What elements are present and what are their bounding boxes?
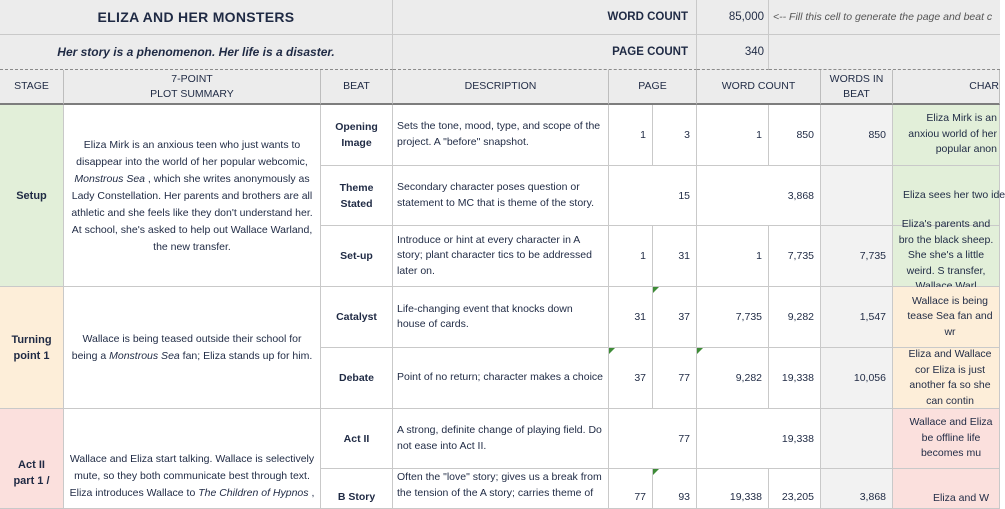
wc-end: 3,868: [787, 189, 814, 202]
page-end-cell[interactable]: [653, 226, 697, 287]
header-character[interactable]: [893, 70, 1000, 105]
header-description[interactable]: [393, 70, 609, 105]
wc-end: 850: [796, 129, 814, 141]
header-beat[interactable]: [321, 70, 393, 105]
summary-setup-text: Eliza Mirk is an anxious teen who just wants to disappear into the world of her popular webcomic, Monstrous Sea , which she writes anonymously as Lady Constellation. Her parents and brothers are all athletic and she feels like they don't understand her. At school, she's asked to help out Wallace Warland, the new transfer.: [71, 139, 313, 253]
character-cell[interactable]: [893, 105, 1000, 166]
word-count-hint: <-- Fill this cell to generate the page and beat c: [773, 11, 993, 23]
page-end: 15: [678, 189, 690, 202]
page-end: 37: [678, 311, 690, 323]
character-text: Eliza's parents and bro the black sheep. She she's a little weird. S transfer,: [898, 218, 994, 277]
page-count-cell[interactable]: [697, 35, 769, 70]
beat-act-2[interactable]: [321, 409, 393, 469]
wc-end: 19,338: [781, 432, 814, 445]
header-stage-label: STAGE: [14, 80, 49, 92]
beat-description-text: Introduce or hint at every character in A story; plant character tics to be addressed later on.: [397, 233, 592, 277]
page-start: 1: [640, 250, 646, 262]
page-start-cell[interactable]: [609, 409, 653, 469]
page-start: 77: [634, 491, 646, 503]
stage-act-2-part-1[interactable]: [0, 409, 64, 509]
character-cell[interactable]: [893, 348, 1000, 409]
header-wib-line2: BEAT: [843, 87, 870, 100]
page-start: 31: [634, 311, 646, 323]
wc-start-cell[interactable]: [697, 409, 769, 469]
beat-b-story[interactable]: [321, 469, 393, 509]
wc-start: 9,282: [735, 372, 762, 384]
beat-debate[interactable]: [321, 348, 393, 409]
words-in-beat-cell[interactable]: [821, 348, 893, 409]
character-text: Eliza and W: [932, 492, 990, 504]
tagline-cell[interactable]: [0, 35, 393, 70]
header-summary[interactable]: [64, 70, 321, 105]
wc-end-cell[interactable]: [769, 469, 821, 509]
words-in-beat-cell[interactable]: [821, 287, 893, 348]
beat-label: Set-up: [340, 250, 373, 262]
summary-turning-point-1[interactable]: [64, 287, 321, 409]
page-start: 37: [634, 372, 646, 384]
header-description-label: DESCRIPTION: [464, 80, 537, 92]
character-text: Eliza sees her two ide: [903, 188, 1005, 201]
page-end-cell[interactable]: [653, 287, 697, 348]
wc-start-cell[interactable]: [697, 105, 769, 166]
beat-description[interactable]: [393, 469, 609, 509]
character-text: Wallace and Eliza be offline life becomes mu: [909, 416, 993, 460]
header-page[interactable]: [609, 70, 697, 105]
character-cell[interactable]: [893, 287, 1000, 348]
stage-act-2-part-1-label: Act II part 1 /: [13, 459, 50, 487]
stage-setup[interactable]: [0, 105, 64, 287]
words-in-beat: 7,735: [859, 250, 886, 262]
wc-end: 23,205: [781, 491, 814, 503]
words-in-beat-cell[interactable]: [821, 105, 893, 166]
words-in-beat: 1,547: [859, 311, 886, 323]
word-count-input[interactable]: [697, 0, 769, 35]
words-in-beat-cell[interactable]: [821, 226, 893, 287]
words-in-beat: 3,868: [859, 491, 886, 503]
beat-description[interactable]: [393, 166, 609, 226]
header-word-count[interactable]: [697, 70, 821, 105]
beat-description-text: Point of no return; character makes a choice: [397, 371, 604, 384]
header-stage[interactable]: [0, 70, 64, 105]
character-text: Wallace is being tease Sea fan and wr: [907, 294, 993, 338]
header-word-count-label: WORD COUNT: [721, 80, 796, 92]
words-in-beat: 10,056: [853, 372, 886, 384]
page-start: 1: [640, 129, 646, 141]
header-summary-line2: PLOT SUMMARY: [150, 87, 234, 100]
word-count-hint-cell[interactable]: [769, 0, 1000, 35]
page-start-cell[interactable]: [609, 226, 653, 287]
header-beat-label: BEAT: [343, 80, 370, 92]
page-count-label: PAGE COUNT: [612, 46, 688, 58]
character-cell[interactable]: [893, 469, 1000, 509]
wc-start-cell[interactable]: [697, 226, 769, 287]
wc-start: 1: [756, 129, 762, 141]
tagline: Her story is a phenomenon. Her life is a disaster.: [57, 44, 335, 59]
header-summary-line1: 7-POINT: [171, 72, 213, 85]
header-character-label: CHAR: [969, 80, 999, 92]
words-in-beat-cell[interactable]: [821, 469, 893, 509]
beat-description[interactable]: [393, 409, 609, 469]
page-end-cell[interactable]: [653, 105, 697, 166]
wc-end: 19,338: [781, 372, 814, 384]
beat-description-text: A strong, definite change of playing field. Do not ease into Act II.: [397, 424, 602, 452]
wc-start: 1: [756, 250, 762, 262]
summary-turning-point-1-text: Wallace is being teased outside their school for being a Monstrous Sea fan; Eliza stands up for him.: [71, 332, 313, 362]
beat-description[interactable]: [393, 348, 609, 409]
word-count-label: WORD COUNT: [607, 11, 688, 23]
wc-end: 7,735: [787, 250, 814, 262]
beat-opening-image[interactable]: [321, 105, 393, 166]
wc-start-cell[interactable]: [697, 166, 769, 226]
page-start-cell[interactable]: [609, 105, 653, 166]
beat-description-text: Secondary character poses question or statement to MC that is theme of the story.: [397, 181, 595, 209]
character-cell[interactable]: [893, 409, 1000, 469]
wc-end-cell[interactable]: [769, 348, 821, 409]
beat-description-text: Sets the tone, mood, type, and scope of the project. A "before" snapshot.: [397, 120, 601, 148]
wc-end: 9,282: [787, 311, 814, 323]
beat-label: Catalyst: [336, 311, 377, 323]
wc-end-cell[interactable]: [769, 409, 821, 469]
summary-act-2-part-1[interactable]: [64, 409, 321, 509]
summary-act-2-part-1-text: Wallace and Eliza start talking. Wallace is selectively mute, so they both communicate best through text. Eliza introduces Wallace to The Children of Hypnos ,: [69, 453, 315, 499]
stage-turning-point-1-label: Turning point 1: [11, 333, 52, 362]
word-count-value: 85,000: [728, 11, 764, 23]
character-text: Eliza Mirk is an anxiou world of her popular anon: [908, 112, 997, 155]
stage-turning-point-1[interactable]: [0, 287, 64, 409]
beat-label: B Story: [337, 491, 376, 503]
wc-start: 7,735: [735, 311, 762, 323]
page-end-cell[interactable]: [653, 166, 697, 226]
page-start-cell[interactable]: [609, 166, 653, 226]
beat-description-text: Life-changing event that knocks down house of cards.: [397, 302, 573, 330]
beat-description[interactable]: [393, 105, 609, 166]
wc-end-cell[interactable]: [769, 226, 821, 287]
word-count-label-cell[interactable]: [393, 0, 697, 35]
page-end: 31: [678, 250, 690, 262]
stage-setup-label: Setup: [16, 189, 47, 202]
header-words-in-beat[interactable]: [821, 70, 893, 105]
page-count-label-cell[interactable]: [393, 35, 697, 70]
page-start-cell[interactable]: [609, 348, 653, 409]
wc-start-cell[interactable]: [697, 469, 769, 509]
header-page-label: PAGE: [638, 80, 667, 92]
beat-description[interactable]: [393, 226, 609, 287]
page-start-cell[interactable]: [609, 287, 653, 348]
page-end-cell[interactable]: [653, 469, 697, 509]
beat-label: Act II: [343, 432, 370, 445]
page-end: 77: [678, 432, 690, 445]
beat-description[interactable]: [393, 287, 609, 348]
beat-description-text: Often the "love" story; gives us a break from the tension of the A story; carries theme of: [397, 471, 602, 499]
story-title-cell[interactable]: [0, 0, 393, 35]
page-count-empty-cell[interactable]: [769, 35, 1000, 70]
page-end: 77: [678, 372, 690, 384]
summary-setup[interactable]: [64, 105, 321, 287]
wc-end-cell[interactable]: [769, 287, 821, 348]
beat-catalyst[interactable]: [321, 287, 393, 348]
words-in-beat: 850: [868, 129, 886, 141]
wc-start-cell[interactable]: [697, 348, 769, 409]
words-in-beat-cell[interactable]: [821, 166, 893, 226]
beat-set-up[interactable]: [321, 226, 393, 287]
beat-label: Debate: [338, 372, 374, 384]
wc-start-cell[interactable]: [697, 287, 769, 348]
beat-theme-stated[interactable]: [321, 166, 393, 226]
wc-end-cell[interactable]: [769, 105, 821, 166]
page-start-cell[interactable]: [609, 469, 653, 509]
page-end-cell[interactable]: [653, 348, 697, 409]
wc-end-cell[interactable]: [769, 166, 821, 226]
page-count-value: 340: [744, 46, 764, 58]
page-end: 3: [684, 129, 690, 141]
wc-start: 19,338: [729, 491, 762, 503]
header-wib-line1: WORDS IN: [829, 72, 884, 85]
beat-label: Theme Stated: [339, 181, 374, 210]
character-text: Eliza and Wallace cor Eliza is just another fa so she can contin: [908, 348, 992, 407]
beat-label: Opening Image: [335, 121, 378, 149]
story-title: ELIZA AND HER MONSTERS: [97, 9, 295, 25]
character-cell[interactable]: [893, 218, 1000, 287]
page-end: 93: [678, 491, 690, 503]
page-end-cell[interactable]: [653, 409, 697, 469]
words-in-beat-cell[interactable]: [821, 409, 893, 469]
